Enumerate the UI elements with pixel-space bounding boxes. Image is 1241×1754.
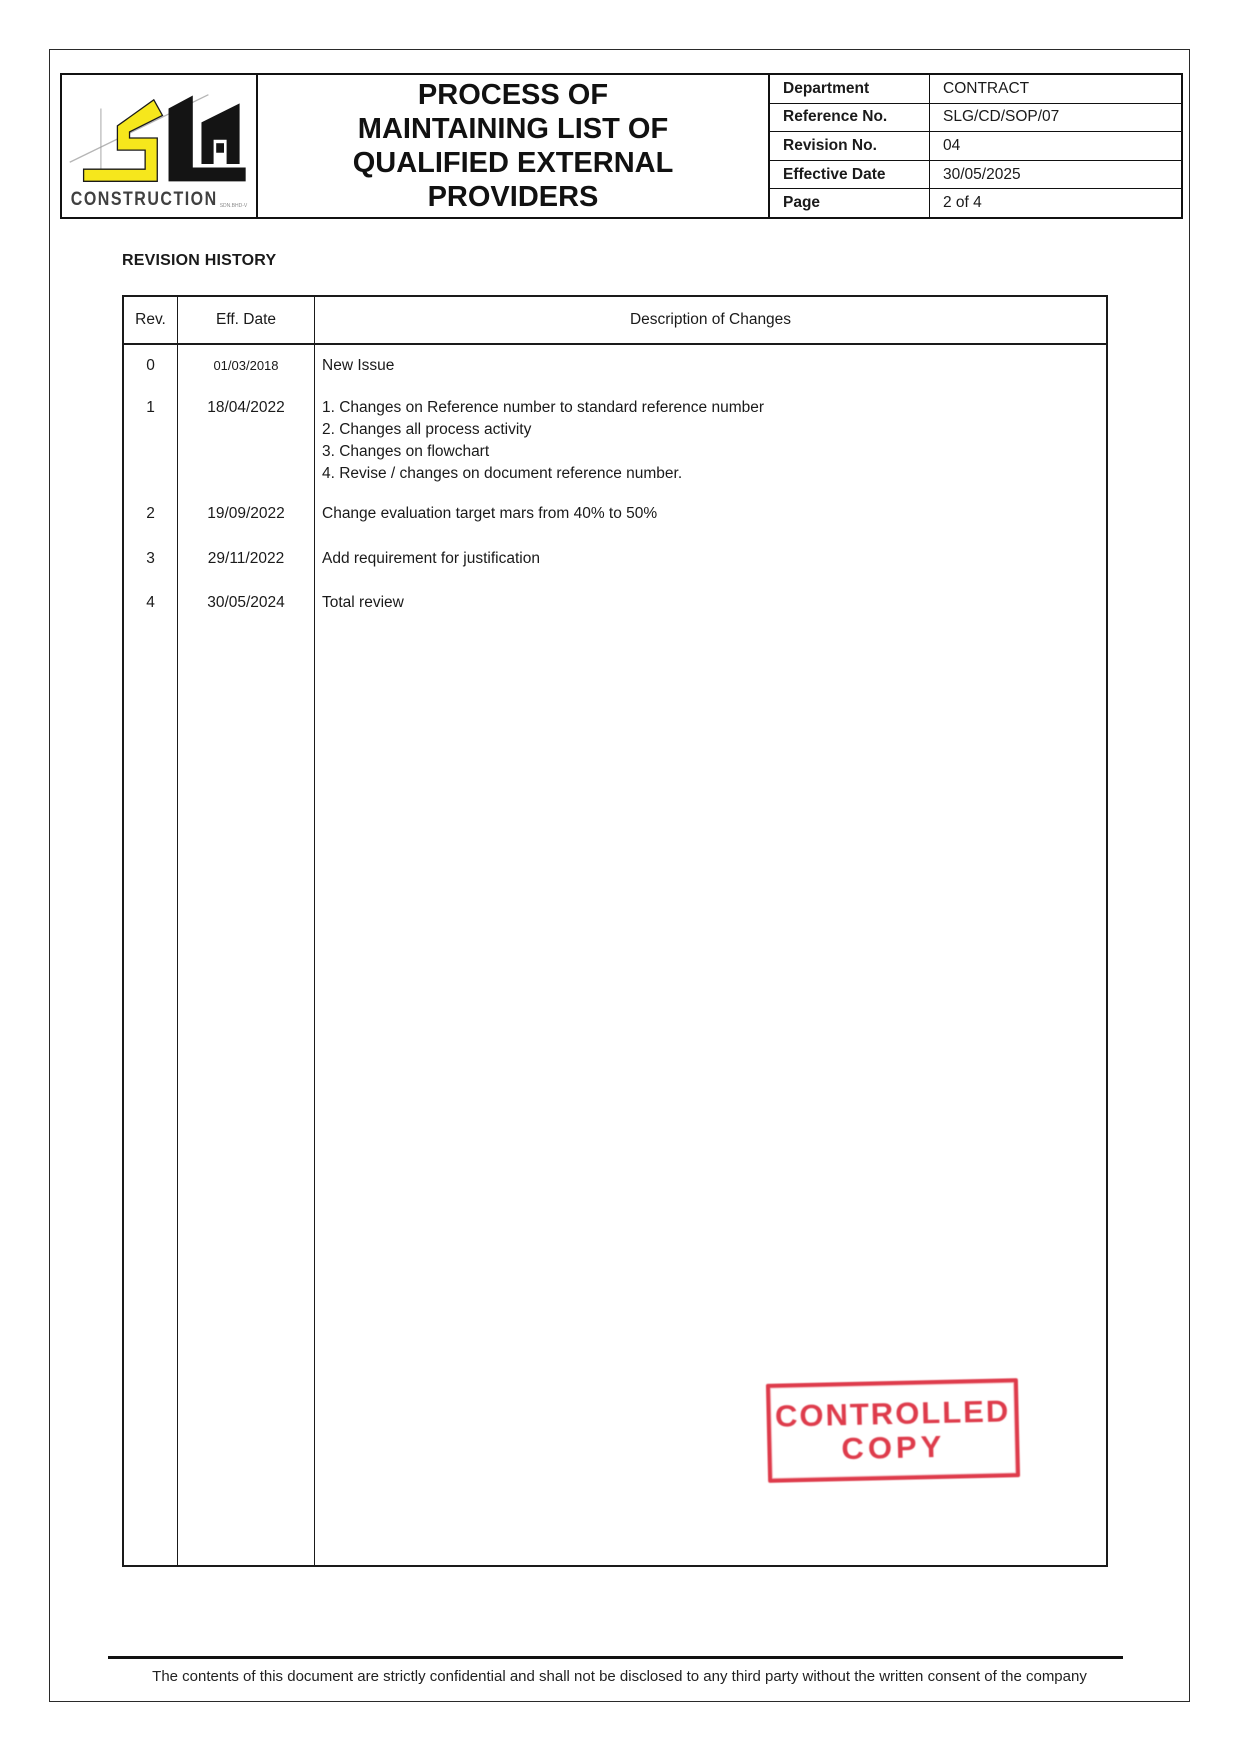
header-info-value: 2 of 4 [943, 194, 982, 212]
document-title-line: MAINTAINING LIST OF [357, 113, 669, 145]
revision-number: 0 [146, 357, 155, 374]
revision-date: 30/05/2024 [207, 594, 285, 611]
revision-number: 4 [146, 594, 155, 611]
revision-description [315, 355, 1106, 377]
header-info-value: 04 [943, 136, 961, 154]
header-info-row [770, 161, 1181, 190]
document-title-line: PROCESS OF [417, 79, 609, 111]
logo-small-mark: SDN.BHD-V [219, 202, 248, 209]
revision-number: 1 [146, 399, 155, 416]
revision-description [315, 397, 1106, 485]
slg-logo-graphic [68, 86, 250, 190]
header-info-label: Page [770, 189, 930, 217]
revision-description-line: 1. Changes on Reference number to standard reference number [322, 399, 765, 416]
controlled-copy-stamp [766, 1378, 1020, 1483]
revision-col-date [178, 345, 315, 1565]
column-header-description: Description of Changes [629, 311, 792, 328]
revision-description-line: 4. Revise / changes on document reference number. [322, 465, 683, 482]
revision-description-line: New Issue [322, 357, 395, 374]
revision-number: 3 [146, 550, 155, 567]
revision-date: 19/09/2022 [207, 505, 285, 522]
logo-company-name: CONSTRUCTION [70, 188, 218, 210]
revision-date: 01/03/2018 [213, 358, 279, 373]
header-info-row [770, 104, 1181, 133]
header-info-row [770, 75, 1181, 104]
revision-description-line: Add requirement for justification [322, 550, 540, 567]
document-title-line: PROVIDERS [427, 181, 599, 213]
document-header [60, 73, 1183, 219]
revision-description-line: Total review [322, 594, 404, 611]
revision-history-table [122, 295, 1108, 1567]
revision-description [315, 592, 1106, 614]
header-info-label: Effective Date [770, 161, 930, 189]
column-header-rev: Rev. [124, 297, 178, 343]
header-info-table [770, 75, 1181, 217]
column-header-date: Eff. Date [178, 297, 315, 343]
header-info-label: Reference No. [770, 104, 930, 132]
document-title-line: QUALIFIED EXTERNAL [352, 147, 674, 179]
revision-date: 29/11/2022 [207, 550, 285, 567]
header-info-row [770, 132, 1181, 161]
footer-confidentiality-note: The contents of this document are strictly confidential and shall not be disclosed to any third party without the written consent of the company [152, 1668, 1087, 1685]
revision-table-header [124, 297, 1106, 345]
header-info-value: 30/05/2025 [943, 165, 1021, 183]
logo-letter-s [84, 99, 163, 180]
revision-date: 18/04/2022 [207, 399, 285, 416]
revision-description [315, 548, 1106, 570]
revision-description-line: 2. Changes all process activity [322, 421, 532, 438]
revision-number: 2 [146, 505, 155, 522]
stamp-line1: CONTROLLED [774, 1392, 1011, 1434]
footer-divider [108, 1656, 1123, 1659]
revision-description-line: 3. Changes on flowchart [322, 443, 490, 460]
company-logo [62, 75, 258, 217]
header-info-value: SLG/CD/SOP/07 [943, 108, 1060, 126]
logo-window [216, 143, 224, 153]
header-info-row [770, 189, 1181, 217]
logo-letter-g [201, 103, 239, 164]
header-info-value: CONTRACT [943, 79, 1030, 97]
document-title [258, 75, 770, 217]
revision-col-rev [124, 345, 178, 1565]
header-info-label: Department [770, 75, 930, 103]
header-info-label: Revision No. [770, 132, 930, 160]
stamp-line2: COPY [841, 1428, 946, 1466]
logo-wordmark [70, 188, 248, 210]
revision-history-heading: REVISION HISTORY [122, 252, 277, 269]
revision-description [315, 503, 1106, 525]
revision-description-line: Change evaluation target mars from 40% to 50% [322, 505, 658, 522]
